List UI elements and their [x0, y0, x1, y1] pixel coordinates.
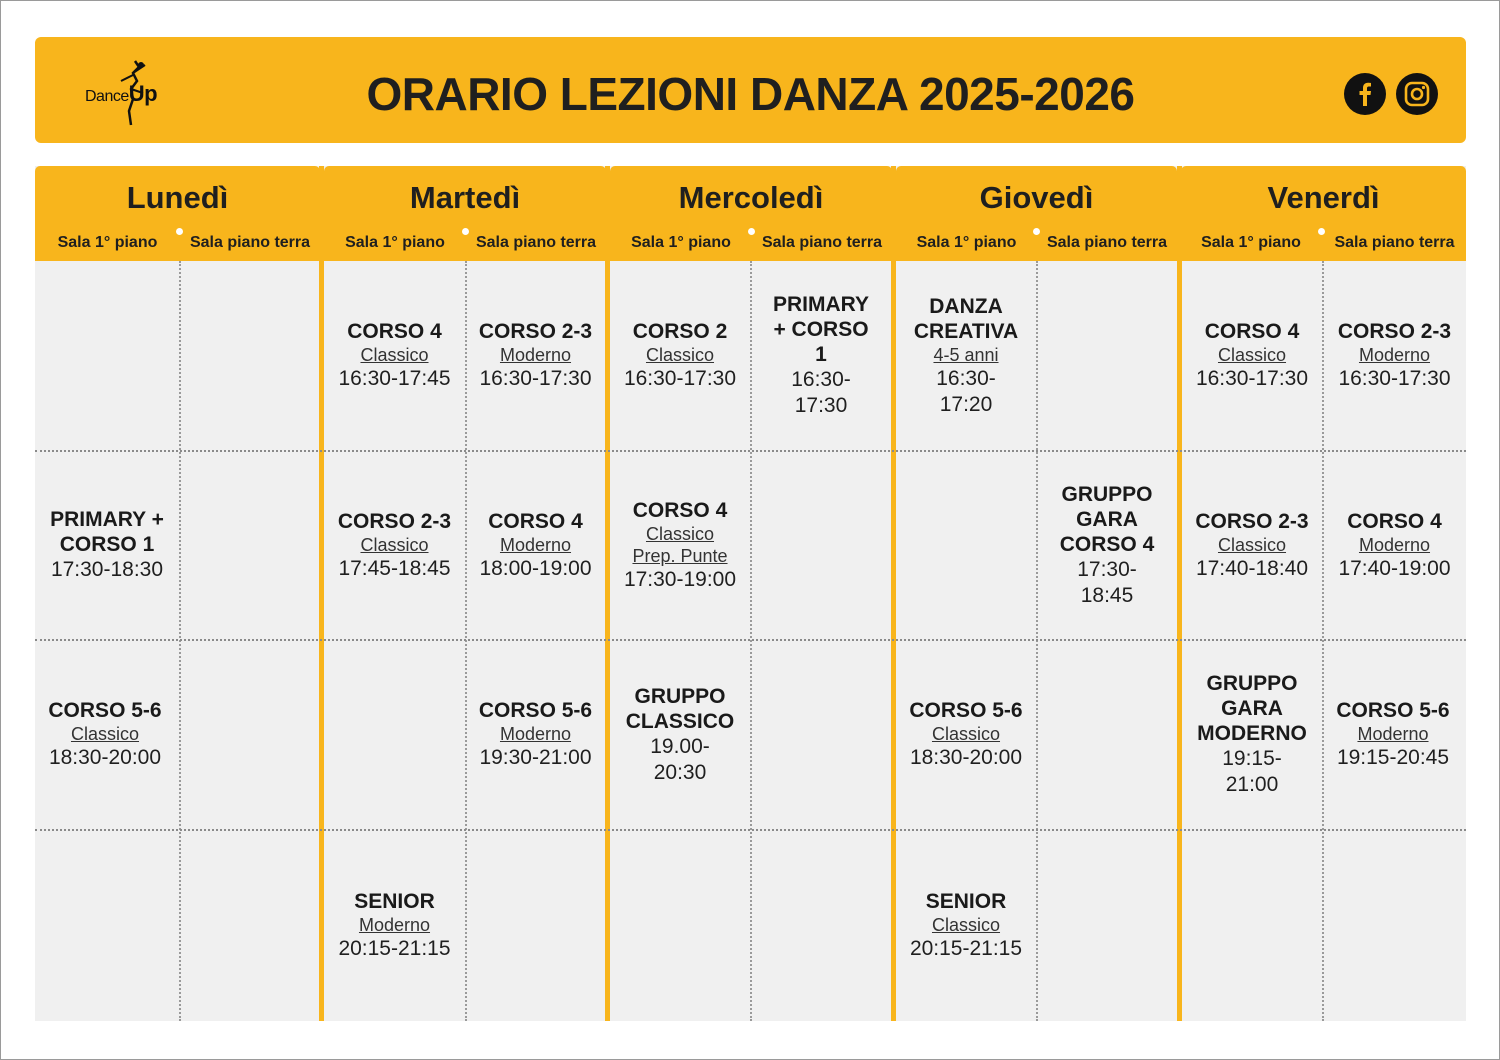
lesson-style: Moderno — [1358, 345, 1431, 365]
social-links — [1344, 73, 1438, 115]
room-divider — [1036, 261, 1038, 1021]
lesson-time: 17:40-19:00 — [1338, 556, 1451, 580]
facebook-icon[interactable] — [1344, 73, 1386, 115]
lesson-time: 16:30-17:30 — [1195, 367, 1309, 390]
lesson-name: PRIMARY + CORSO 1 — [50, 508, 164, 556]
lesson-style: Classico — [931, 915, 1001, 935]
lesson-time: 17:45-18:45 — [338, 556, 451, 580]
day-header-lunedi — [35, 166, 320, 261]
lesson-name: CORSO 5-6 — [909, 699, 1023, 722]
room-divider-dot — [176, 228, 183, 235]
lesson-name: CORSO 4 — [347, 320, 442, 343]
row-divider — [35, 829, 1466, 831]
lesson-time: 17:30-18:45 — [1077, 557, 1137, 607]
lesson-name: CORSO 4 — [1204, 320, 1300, 343]
lesson-cell — [324, 261, 465, 450]
lesson-name: CORSO 5-6 — [48, 699, 162, 722]
lesson-name: CORSO 2-3 — [337, 509, 452, 533]
lesson-style: Classico — [1217, 534, 1287, 555]
lesson-name: CORSO 2-3 — [1195, 509, 1309, 533]
day-header-mercoledi — [610, 166, 892, 261]
lesson-name: SENIOR — [925, 890, 1007, 913]
lesson-cell — [35, 640, 175, 829]
lesson-time: 18:30-20:00 — [909, 746, 1023, 769]
room-label: Sala piano terra — [761, 234, 883, 251]
lesson-name: CORSO 4 — [632, 498, 728, 522]
lesson-style: Moderno — [1357, 724, 1429, 744]
lesson-cell — [1182, 640, 1322, 829]
room-divider-dot — [1318, 228, 1325, 235]
room-label: Sala piano terra — [475, 234, 597, 251]
room-label: Sala 1° piano — [631, 234, 731, 251]
day-header-martedi — [324, 166, 606, 261]
lesson-cell — [466, 640, 605, 829]
lesson-cell — [1182, 451, 1322, 639]
lesson-name: GRUPPO GARA MODERNO — [1197, 672, 1307, 745]
lesson-cell — [1323, 451, 1466, 639]
room-divider-dot — [1033, 228, 1040, 235]
lesson-cell — [35, 451, 179, 639]
lesson-name: GRUPPO GARA CORSO 4 — [1059, 482, 1155, 556]
lesson-cell — [751, 261, 891, 450]
day-header-venerdi — [1181, 166, 1466, 261]
lesson-time: 19.00-20:30 — [650, 734, 710, 784]
lesson-cell — [1323, 640, 1463, 829]
lesson-time: 16:30-17:20 — [936, 366, 996, 416]
lesson-time: 16:30-17:30 — [479, 367, 592, 390]
day-name: Mercoledì — [678, 180, 824, 215]
lesson-time: 18:30-20:00 — [48, 746, 162, 769]
lesson-name: PRIMARY + CORSO 1 — [772, 293, 870, 366]
lesson-name: CORSO 4 — [488, 509, 583, 533]
day-name: Lunedì — [126, 180, 229, 215]
day-name: Martedì — [409, 180, 521, 215]
room-divider-dot — [748, 228, 755, 235]
room-label: Sala 1° piano — [345, 234, 445, 251]
lesson-style: 4-5 anni — [933, 344, 999, 365]
logo-text-dance: Dance — [85, 88, 129, 105]
lesson-cell — [324, 830, 465, 1021]
lesson-name: CORSO 4 — [1347, 509, 1442, 533]
lesson-style: Classico — [70, 724, 140, 744]
lesson-style: Classico — [645, 345, 715, 365]
lesson-time: 16:30-17:30 — [623, 367, 737, 390]
lesson-style: Classico — [931, 724, 1001, 744]
lesson-name: GRUPPO CLASSICO — [625, 684, 735, 733]
day-name: Giovedì — [979, 180, 1094, 215]
lesson-style: Moderno — [1358, 534, 1431, 555]
room-divider-dot — [462, 228, 469, 235]
room-label: Sala piano terra — [1046, 234, 1168, 251]
lesson-cell — [896, 261, 1036, 450]
day-header-giovedi — [896, 166, 1177, 261]
room-label: Sala 1° piano — [57, 234, 158, 251]
lesson-time: 18:00-19:00 — [479, 556, 592, 580]
lesson-cell — [896, 830, 1036, 1021]
lesson-cell — [610, 640, 750, 829]
logo-text-up: Up — [128, 81, 158, 106]
lesson-style: Classico — [360, 534, 429, 555]
lesson-cell — [1323, 261, 1466, 450]
lesson-style: Moderno — [499, 534, 572, 555]
lesson-cell — [1182, 261, 1322, 450]
room-label: Sala piano terra — [189, 234, 311, 251]
lesson-time: 19:15-20:45 — [1336, 746, 1450, 769]
lesson-time: 17:40-18:40 — [1195, 556, 1309, 580]
lesson-cell — [896, 640, 1036, 829]
day-name: Venerdì — [1267, 180, 1380, 215]
lesson-name: DANZA CREATIVA — [913, 294, 1019, 343]
room-label: Sala 1° piano — [916, 234, 1017, 251]
schedule-grid — [35, 166, 1466, 1021]
lesson-cell — [324, 451, 465, 639]
lesson-time: 20:15-21:15 — [338, 937, 451, 960]
lesson-name: SENIOR — [354, 890, 435, 913]
lesson-name: CORSO 5-6 — [1336, 699, 1450, 722]
lesson-time: 19:30-21:00 — [479, 746, 592, 769]
lesson-style: Classico — [1217, 345, 1287, 365]
lesson-cell — [610, 451, 750, 639]
room-label: Sala 1° piano — [1201, 234, 1301, 251]
lesson-style: Prep. Punte — [632, 545, 728, 566]
lesson-cell — [466, 451, 605, 639]
lesson-cell — [610, 261, 750, 450]
lesson-style: Moderno — [499, 724, 572, 744]
lesson-time: 19:15-21:00 — [1222, 747, 1282, 796]
lesson-style: Classico — [645, 523, 715, 544]
header-banner — [35, 37, 1466, 143]
lesson-time: 16:30-17:30 — [791, 368, 851, 417]
lesson-style: Moderno — [499, 345, 572, 365]
page-title: ORARIO LEZIONI DANZA 2025-2026 — [366, 68, 1135, 120]
lesson-style: Moderno — [358, 915, 431, 935]
lesson-cell — [1037, 451, 1177, 639]
lesson-time: 17:30-19:00 — [623, 567, 737, 591]
lesson-name: CORSO 2-3 — [1337, 320, 1452, 343]
lesson-name: CORSO 2 — [632, 320, 728, 343]
lesson-time: 16:30-17:45 — [338, 367, 451, 390]
lesson-name: CORSO 5-6 — [478, 699, 593, 722]
lesson-style: Classico — [360, 345, 429, 365]
lesson-time: 20:15-21:15 — [909, 937, 1023, 960]
room-label: Sala piano terra — [1334, 234, 1455, 251]
lesson-time: 17:30-18:30 — [50, 558, 164, 581]
lesson-name: CORSO 2-3 — [478, 320, 593, 343]
room-divider — [179, 261, 181, 1021]
lesson-cell — [466, 261, 605, 450]
lesson-time: 16:30-17:30 — [1338, 367, 1451, 390]
instagram-icon[interactable] — [1396, 73, 1438, 115]
